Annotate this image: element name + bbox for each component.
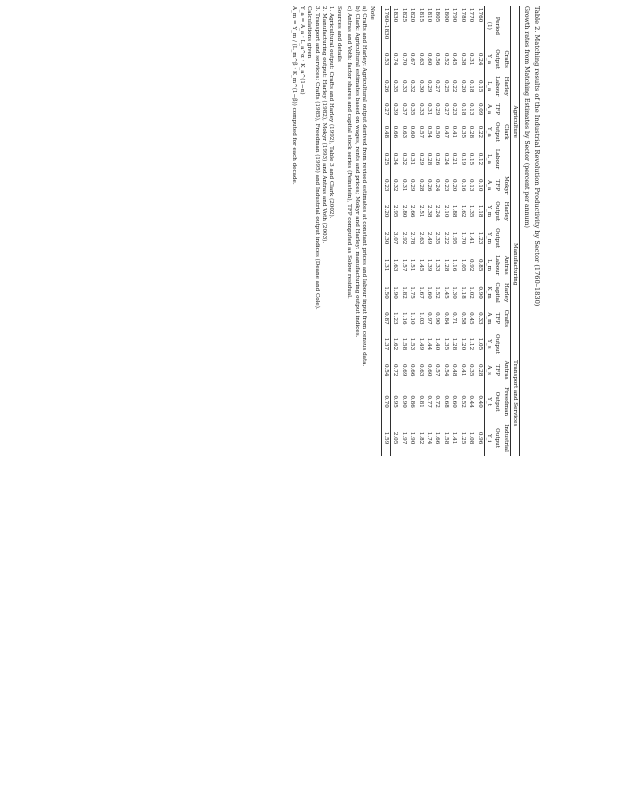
column-header-symbol: L_a <box>486 81 493 92</box>
table-cell: 1.88 <box>451 205 458 218</box>
table-cell: 0.28 <box>468 125 475 139</box>
table-row <box>416 6 424 456</box>
table-cell: 0.90 <box>476 286 483 299</box>
table-cell: 2.92 <box>400 231 407 245</box>
column-header-author: Harley <box>502 76 509 96</box>
table-cell: 0.40 <box>476 395 483 408</box>
table-cell: 2.63 <box>417 231 424 245</box>
table-cell: 0.71 <box>451 312 458 325</box>
column-header-author: Crafts <box>502 309 509 328</box>
data-table <box>381 6 521 456</box>
table-cell: 0.96 <box>476 431 483 445</box>
table-cell: 2.35 <box>434 231 441 245</box>
table-cell: 0.28 <box>476 363 483 377</box>
table-cell: 0.22 <box>451 80 458 93</box>
table-cell: 0.29 <box>417 152 424 166</box>
table-cell: 0.60 <box>426 363 433 377</box>
table-cell: 0.31 <box>400 178 407 192</box>
column-header-label: Output <box>494 228 501 249</box>
table-cell: 0.24 <box>442 152 449 166</box>
table-cell: 0.48 <box>451 363 458 377</box>
group-header-agriculture: Agriculture <box>510 46 519 198</box>
column-header-label: TFP <box>494 103 501 115</box>
table-cell: 0.44 <box>468 395 475 408</box>
table-cell: 0.87 <box>382 312 389 325</box>
column-header-author <box>501 145 510 172</box>
table-cell: 0.13 <box>468 102 475 116</box>
column-header-row-mid <box>493 6 501 456</box>
column-header-label: Labour <box>494 148 501 170</box>
table-cell: 0.35 <box>468 363 475 377</box>
group-header-services: Transport and Services <box>510 330 519 456</box>
table-cell: 0.10 <box>476 178 483 192</box>
table-cell: 0.29 <box>426 80 433 93</box>
table-cell: 0.35 <box>409 102 416 116</box>
table-cell: 0.20 <box>459 80 466 93</box>
table-cell: 1.20 <box>459 337 466 351</box>
source-line: 1. Agricultural output: Crafts and Harley (1992), Table 3 and Clark (2002). <box>328 6 335 219</box>
table-cell: 1.16 <box>451 258 458 272</box>
table-cell: 2.38 <box>426 205 433 218</box>
table-cell: 0.19 <box>459 152 466 166</box>
column-header-label: Output <box>494 428 501 449</box>
table-cell: 2.78 <box>409 231 416 245</box>
row-period-cell: 1805 <box>434 8 441 23</box>
table-cell: 3.07 <box>392 231 399 245</box>
group-header-row <box>510 6 519 456</box>
table-cell: 0.32 <box>392 178 399 192</box>
table-cell: 1.40 <box>434 337 441 351</box>
table-cell: 1.16 <box>400 312 407 325</box>
table-cell: 0.54 <box>382 363 389 377</box>
table-cell: 0.72 <box>392 363 399 377</box>
notes-label: Note <box>368 6 375 20</box>
column-header-label: Output <box>494 201 501 222</box>
table-cell: 0.34 <box>392 152 399 166</box>
column-header-author: Crafts <box>502 50 509 68</box>
column-header-label: Output <box>494 391 501 412</box>
table-cell: 0.63 <box>417 52 424 66</box>
column-header-author: Antras <box>502 255 509 275</box>
table-cell: 0.09 <box>476 102 483 116</box>
table-cell: 1.03 <box>417 312 424 325</box>
column-header-symbol: (1) <box>486 21 493 30</box>
table-cell: 1.12 <box>468 337 475 351</box>
table-cell: 2.80 <box>400 205 407 218</box>
table-cell: 0.26 <box>434 152 441 166</box>
row-period-cell: 1815 <box>417 8 424 23</box>
table-cell: 2.22 <box>442 231 449 245</box>
table-cell: 0.38 <box>459 52 466 66</box>
table-cell: 0.57 <box>417 125 424 139</box>
table-row <box>475 6 484 456</box>
table-cell: 0.45 <box>451 52 458 66</box>
table-cell: 1.82 <box>417 431 424 445</box>
table-cell: 0.69 <box>400 363 407 377</box>
source-line: A_m = Y_m / (L_m^β · K_m^(1−β)) computed for each decade. <box>291 6 298 185</box>
table-cell: 0.45 <box>468 312 475 325</box>
table-cell: 0.66 <box>409 363 416 377</box>
column-header-label: Capital <box>494 282 501 303</box>
table-cell: 1.28 <box>451 337 458 351</box>
column-header-symbol: Y_s <box>486 339 493 349</box>
table-cell: 0.23 <box>442 178 449 192</box>
column-header-symbol: Y_a <box>486 126 493 137</box>
table-cell: 0.41 <box>451 125 458 139</box>
table-row <box>442 6 450 456</box>
table-cell: 1.70 <box>459 231 466 245</box>
row-period-cell: 1760 <box>476 8 483 23</box>
table-cell: 0.52 <box>442 52 449 66</box>
column-header-author: Harley <box>502 283 509 303</box>
table-cell: 0.47 <box>442 125 449 139</box>
table-row <box>450 6 458 456</box>
column-header-symbol: A_a <box>486 104 493 115</box>
table-cell: 0.63 <box>400 125 407 139</box>
row-period-cell: 1760–1830 <box>382 8 389 40</box>
table-cell: 1.18 <box>476 205 483 218</box>
table-cell: 1.50 <box>382 286 389 299</box>
table-cell: 2.05 <box>392 431 399 445</box>
table-cell: 1.33 <box>434 258 441 272</box>
table-cell: 0.12 <box>476 152 483 166</box>
table-cell: 1.97 <box>400 431 407 445</box>
table-cell: 0.90 <box>400 395 407 408</box>
table-cell: 0.39 <box>392 102 399 116</box>
table-cell: 1.39 <box>426 258 433 272</box>
table-cell: 0.66 <box>392 125 399 139</box>
table-cell: 2.49 <box>426 231 433 245</box>
table-row <box>425 6 433 456</box>
table-cell: 2.30 <box>382 231 389 245</box>
table-cell: 1.90 <box>392 286 399 299</box>
table-cell: 1.52 <box>434 286 441 299</box>
table-cell: 0.27 <box>442 102 449 116</box>
table-cell: 1.05 <box>476 337 483 351</box>
source-line: Calculations given <box>306 6 313 59</box>
table-cell: 1.25 <box>459 431 466 445</box>
table-cell: 1.58 <box>400 337 407 351</box>
column-header-symbol: Y_i <box>486 433 493 443</box>
table-cell: 1.35 <box>468 205 475 218</box>
table-cell: 0.27 <box>434 80 441 93</box>
table-cell: 0.31 <box>468 52 475 66</box>
table-cell: 0.28 <box>417 178 424 192</box>
column-header-author: Clark <box>502 124 509 140</box>
table-cell: 0.60 <box>426 52 433 66</box>
table-cell: 1.58 <box>442 431 449 445</box>
table-cell: 1.44 <box>426 337 433 351</box>
table-cell: 1.95 <box>451 231 458 245</box>
table-cell: 0.97 <box>426 312 433 325</box>
column-header-symbol: A_s <box>486 365 493 376</box>
table-cell: 0.33 <box>400 80 407 93</box>
table-cell: 0.63 <box>417 363 424 377</box>
table-cell: 1.62 <box>459 205 466 218</box>
column-header-author <box>501 100 510 119</box>
table-row <box>467 6 475 456</box>
table-cell: 0.25 <box>382 152 389 166</box>
table-cell: 0.30 <box>417 80 424 93</box>
source-line: 2. Manufacturing output: Harley (1982), Mokyr (1993) and Antras and Voth (2003). <box>321 6 328 244</box>
table-cell: 1.28 <box>442 258 449 272</box>
column-header-author <box>501 225 510 252</box>
table-cell: 1.02 <box>468 286 475 299</box>
table-cell: 0.31 <box>409 152 416 166</box>
column-header-label: Output <box>494 49 501 70</box>
table-cell: 1.45 <box>417 258 424 272</box>
table-cell: 0.25 <box>442 80 449 93</box>
column-header-label: Output <box>494 333 501 354</box>
table-cell: 0.37 <box>400 102 407 116</box>
table-cell: 0.95 <box>392 395 399 408</box>
table-cell: 0.77 <box>426 395 433 408</box>
table-cell: 1.41 <box>451 431 458 445</box>
table-cell: 0.26 <box>426 178 433 192</box>
row-period-cell: 1810 <box>426 8 433 23</box>
table-cell: 0.70 <box>400 52 407 66</box>
table-cell: 1.10 <box>409 312 416 325</box>
table-cell: 0.35 <box>392 80 399 93</box>
table-cell: 0.29 <box>409 178 416 192</box>
rotated-table-block <box>15 6 540 466</box>
source-line: 3. Transport and services: Crafts (1985), Freedman (1995) and Industrial output indices (Deane and Cole). <box>313 6 320 310</box>
table-cell: 0.15 <box>468 152 475 166</box>
row-period-cell: 1780 <box>459 8 466 23</box>
column-header-label: TFP <box>494 312 501 325</box>
table-cell: 0.15 <box>476 80 483 93</box>
column-header-symbol: A_m <box>486 312 493 325</box>
table-cell: 0.86 <box>409 395 416 408</box>
column-header-author: Freedman <box>502 387 509 417</box>
table-cell: 0.33 <box>476 312 483 325</box>
table-cell: 0.23 <box>451 102 458 116</box>
column-header-symbol: A_a <box>486 180 493 191</box>
table-cell: 0.67 <box>409 52 416 66</box>
table-cell: 1.67 <box>417 286 424 299</box>
table-cell: 1.53 <box>409 337 416 351</box>
table-cell: 1.59 <box>382 431 389 445</box>
table-cell: 1.82 <box>400 286 407 299</box>
row-period-cell: 1820 <box>409 8 416 23</box>
table-cell: 1.23 <box>392 312 399 325</box>
note-line: b) Clark: Agricultural estimates based on wages, rents and prices; Mokyr and Harley: manufacturing output indices. <box>353 6 360 338</box>
table-cell: 2.24 <box>434 205 441 218</box>
table-cell: 0.85 <box>476 258 483 272</box>
table-row <box>381 6 390 456</box>
column-header-symbol: K_m <box>486 286 493 299</box>
column-header-author: Harley <box>502 201 509 221</box>
table-cell: 0.33 <box>417 102 424 116</box>
column-header-label: Period <box>494 16 501 35</box>
table-cell: 0.56 <box>434 52 441 66</box>
table-cell: 1.60 <box>426 286 433 299</box>
table-cell: 0.52 <box>459 395 466 408</box>
table-cell: 1.41 <box>468 231 475 245</box>
table-cell: 1.30 <box>451 286 458 299</box>
table-cell: 0.48 <box>382 125 389 139</box>
table-cell: 0.74 <box>392 52 399 66</box>
table-cell: 0.32 <box>400 152 407 166</box>
note-line: c) Antras and Voth: factor shares and capital stock series (Feinstein), TFP computed as Solow residual. <box>346 6 353 299</box>
table-cell: 0.22 <box>476 125 483 139</box>
table-cell: 1.63 <box>392 258 399 272</box>
table-cell: 1.31 <box>382 258 389 272</box>
table-cell: 0.35 <box>459 125 466 139</box>
column-header-row-top <box>501 6 510 456</box>
table-cell: 1.57 <box>400 258 407 272</box>
column-header-symbol: L_m <box>486 259 493 272</box>
table-cell: 0.41 <box>459 363 466 377</box>
table-cell: 1.74 <box>426 431 433 445</box>
table-cell: 0.27 <box>382 102 389 116</box>
column-header-label: TFP <box>494 364 501 376</box>
table-cell: 0.24 <box>434 178 441 192</box>
table-cell: 1.05 <box>459 258 466 272</box>
table-cell: 0.18 <box>459 102 466 116</box>
table-cell: 0.60 <box>409 125 416 139</box>
group-header-manufacturing: Manufacturing <box>510 198 519 331</box>
table-cell: 0.24 <box>476 52 483 66</box>
table-cell: 1.62 <box>392 337 399 351</box>
column-header-label: Labour <box>494 76 501 97</box>
table-cell: 0.57 <box>434 363 441 377</box>
table-cell: 0.21 <box>451 152 458 166</box>
table-row <box>390 6 399 456</box>
table-cell: 1.49 <box>417 337 424 351</box>
row-period-cell: 1830 <box>392 8 399 23</box>
column-header-label: Labour <box>494 255 501 276</box>
table-cell: 1.18 <box>459 286 466 299</box>
table-cell: 0.72 <box>434 395 441 408</box>
column-header-label: TFP <box>494 179 501 191</box>
table-cell: 1.37 <box>382 337 389 351</box>
table-cell: 0.23 <box>382 178 389 192</box>
table-cell: 0.90 <box>434 312 441 325</box>
table-cell: 0.29 <box>434 102 441 116</box>
column-header-row-symbols <box>484 6 493 456</box>
table-cell: 0.68 <box>442 395 449 408</box>
table-row <box>433 6 441 456</box>
row-period-cell: 1800 <box>442 8 449 23</box>
table-cell: 0.50 <box>434 125 441 139</box>
column-header-author: Mokyr <box>502 176 509 195</box>
row-period-cell: 1770 <box>468 8 475 23</box>
table-cell: 1.08 <box>468 431 475 445</box>
table-cell: 1.23 <box>476 231 483 245</box>
table-cell: 2.20 <box>382 205 389 218</box>
source-line: Y_a = A_a · L_a^α · K_a^(1−α) <box>298 6 305 95</box>
table-cell: 0.54 <box>426 125 433 139</box>
table-cell: 0.32 <box>409 80 416 93</box>
column-header-symbol: Y_t <box>486 397 493 406</box>
table-cell: 2.10 <box>442 205 449 218</box>
table-row <box>399 6 407 456</box>
table-row <box>408 6 416 456</box>
table-cell: 0.28 <box>426 152 433 166</box>
table-cell: 0.16 <box>459 178 466 192</box>
table-cell: 2.51 <box>417 205 424 218</box>
table-cell: 1.90 <box>409 431 416 445</box>
table-cell: 1.51 <box>409 258 416 272</box>
table-cell: 1.35 <box>442 337 449 351</box>
table-title: Table 2. Matching results of the Industrial Revolution Productivity by Sector (1760–1830) <box>533 6 541 307</box>
row-period-cell: 1790 <box>451 8 458 23</box>
table-cell: 0.60 <box>451 395 458 408</box>
column-header-symbol: Y_m <box>486 205 493 218</box>
table-cell: 0.20 <box>451 178 458 192</box>
table-cell: 0.18 <box>468 80 475 93</box>
column-header-symbol: L_a <box>486 154 493 164</box>
table-cell: 2.95 <box>392 205 399 218</box>
table-cell: 0.81 <box>417 395 424 408</box>
sources-label: Sources and details <box>335 6 342 62</box>
column-header-author <box>501 330 510 357</box>
column-header-label: Output <box>494 121 501 142</box>
table-cell: 0.53 <box>382 52 389 66</box>
table-row <box>458 6 466 456</box>
table-body <box>381 6 484 456</box>
table-cell: 0.84 <box>442 312 449 325</box>
note-line: a) Crafts and Harley: Agricultural output derived from revised estimates at constant prices and labour input from census data. <box>361 6 368 367</box>
table-cell: 1.75 <box>409 286 416 299</box>
table-cell: 0.26 <box>382 80 389 93</box>
table-cell: 1.66 <box>434 431 441 445</box>
table-cell: 0.58 <box>459 312 466 325</box>
notes-section <box>291 6 375 466</box>
table-cell: 0.13 <box>468 178 475 192</box>
column-header-symbol: Y_m <box>486 232 493 244</box>
table-cell: 2.66 <box>409 205 416 218</box>
table-cell: 0.31 <box>426 102 433 116</box>
column-header-symbol: Y_a <box>486 54 493 65</box>
column-header-author: Industrial <box>502 424 509 452</box>
column-header-author <box>501 6 510 46</box>
row-period-cell: 1825 <box>400 8 407 23</box>
table-cell: 0.54 <box>442 363 449 377</box>
table-cell: 0.70 <box>382 395 389 408</box>
table-cell: 0.92 <box>468 258 475 272</box>
column-header-author: Antras <box>502 360 509 380</box>
table-subtitle: Growth rates from Matching Estimates by Sector (percent per annum) <box>523 6 531 228</box>
table-cell: 1.45 <box>442 286 449 299</box>
